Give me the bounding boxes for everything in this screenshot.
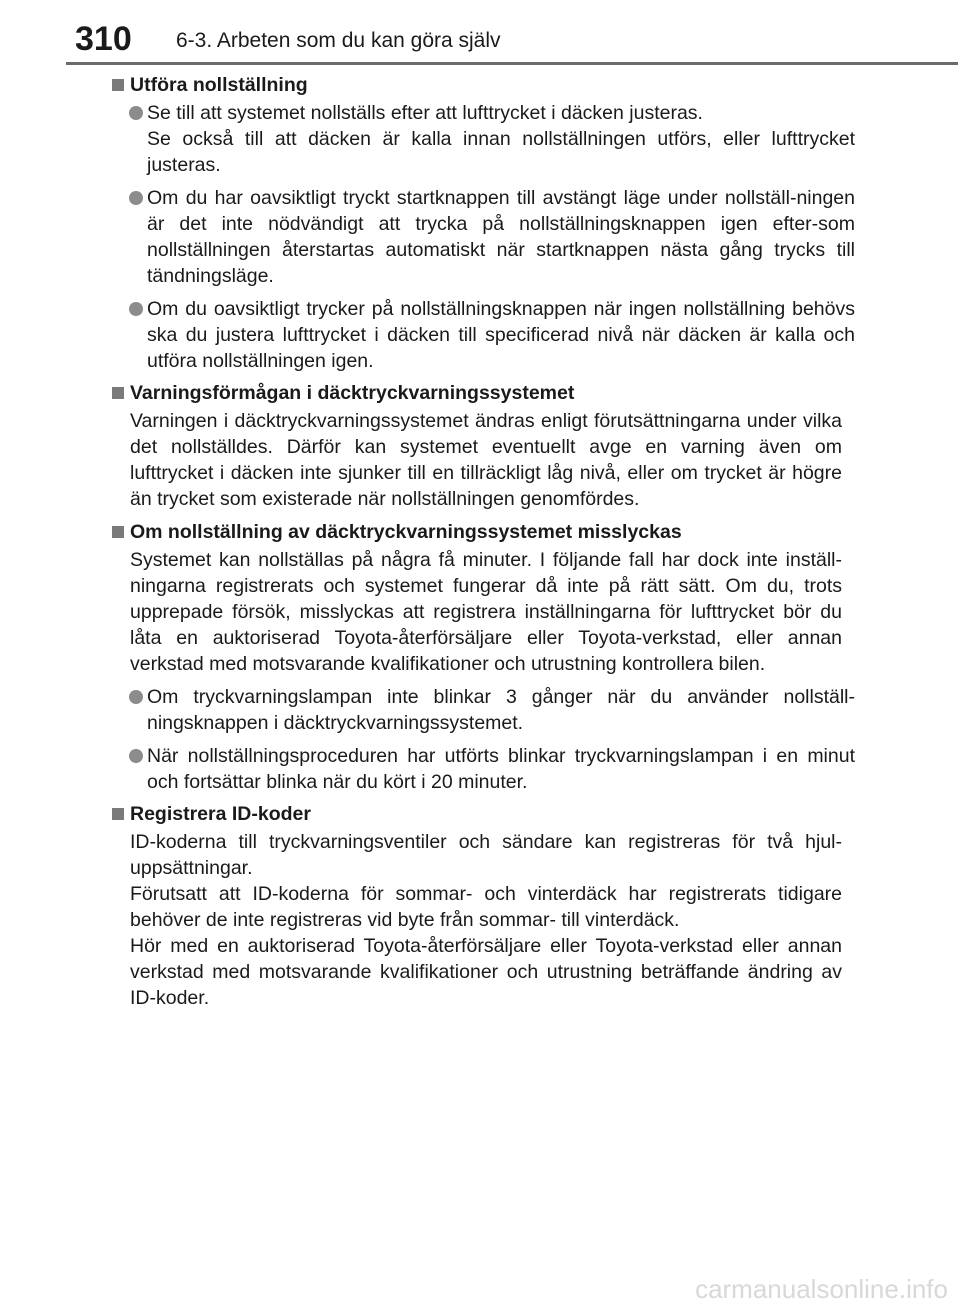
list-item-text: Om tryckvarningslampan inte blinkar 3 gånger när du använder nollställ-ningsknappen i däcktryckvarningssystemet. — [147, 686, 855, 734]
section-heading — [110, 72, 855, 98]
section-title: Utföra nollställning — [130, 74, 308, 96]
section-heading — [110, 801, 855, 827]
list-item-text: Om du har oavsiktligt tryckt startknappen till avstängt läge under nollställ-ningen är det inte nödvändigt att trycka på nollställningsknappen igen efter-som nollställningen återstartas automatiskt när startknappen nästa gång trycks till tändningsläge. — [147, 187, 855, 287]
page-content — [110, 72, 855, 1011]
header-rule — [66, 62, 958, 65]
section-heading — [110, 380, 855, 406]
circle-bullet-icon — [129, 749, 143, 763]
paragraph: Systemet kan nollställas på några få minuter. I följande fall har dock inte inställ-ningarna registrerats och systemet fungerar då inte på rätt sätt. Om du, trots upprepade försök, misslyckas att registrera inställningarna för lufttrycket bör du låta en auktoriserad Toyota-återförsäljare eller Toyota-verkstad, eller annan verkstad med motsvarande kvalifikationer och utrustning kontrollera bilen. — [130, 549, 842, 675]
page-header — [0, 0, 960, 70]
circle-bullet-icon — [129, 106, 143, 120]
list-item — [110, 185, 855, 289]
square-bullet-icon — [112, 79, 124, 91]
section-title: Om nollställning av däcktryckvarningssystemet misslyckas — [130, 521, 682, 543]
paragraph: Varningen i däcktryckvarningssystemet ändras enligt förutsättningarna under vilka det nollställdes. Därför kan systemet eventuellt avge en varning även om lufttrycket i däcken inte sjunker till en tillräckligt låg nivå, eller om trycket är högre än trycket som existerade när nollställningen genomfördes. — [130, 410, 842, 510]
square-bullet-icon — [112, 526, 124, 538]
section-title: Registrera ID-koder — [130, 803, 311, 825]
circle-bullet-icon — [129, 302, 143, 316]
square-bullet-icon — [112, 808, 124, 820]
paragraph: Hör med en auktoriserad Toyota-återförsäljare eller Toyota-verkstad eller annan verkstad med motsvarande kvalifikationer och utrustning beträffande ändring av ID-koder. — [130, 935, 842, 1009]
list-item — [110, 684, 855, 736]
list-item-text: Se till att systemet nollställs efter att lufttrycket i däcken justeras. — [147, 102, 703, 124]
list-item-text: När nollställningsproceduren har utförts blinkar tryckvarningslampan i en minut och fortsättar blinka när du kört i 20 minuter. — [147, 745, 855, 793]
chapter-title: 6-3. Arbeten som du kan göra själv — [176, 29, 501, 52]
page-number: 310 — [75, 20, 132, 58]
list-item-text: Se också till att däcken är kalla innan nollställningen utförs, eller lufttrycket justeras. — [147, 128, 855, 176]
list-item-text: Om du oavsiktligt trycker på nollställningsknappen när ingen nollställning behövs ska du justera lufttrycket i däcken till specificerad nivå när däcken är kalla och utföra nollställningen igen. — [147, 298, 855, 372]
watermark: carmanualsonline.info — [695, 1274, 948, 1304]
circle-bullet-icon — [129, 191, 143, 205]
paragraph: Förutsatt att ID-koderna för sommar- och vinterdäck har registrerats tidigare behöver de inte registreras vid byte från sommar- till vinterdäck. — [130, 883, 842, 931]
list-item — [110, 100, 855, 178]
section-heading — [110, 519, 855, 545]
circle-bullet-icon — [129, 690, 143, 704]
section-title: Varningsförmågan i däcktryckvarningssystemet — [130, 382, 575, 404]
square-bullet-icon — [112, 387, 124, 399]
paragraph: ID-koderna till tryckvarningsventiler och sändare kan registreras för två hjul-uppsättningar. — [130, 831, 842, 879]
list-item — [110, 743, 855, 795]
list-item — [110, 296, 855, 374]
